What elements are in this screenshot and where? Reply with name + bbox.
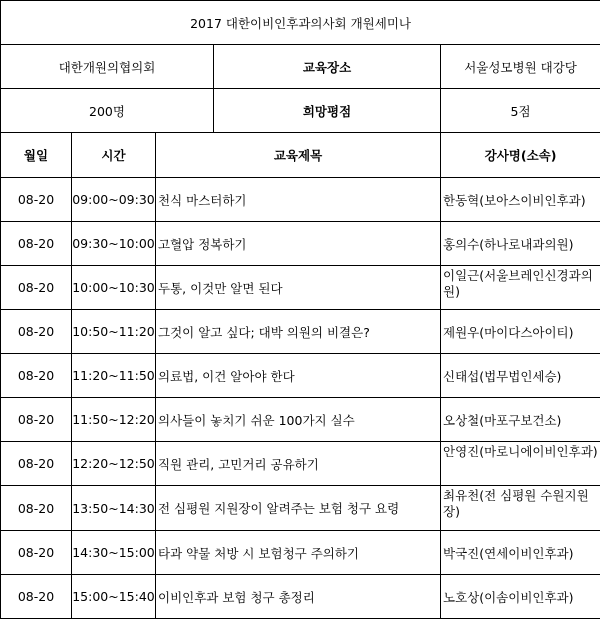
table-row — [1, 442, 600, 486]
row-time: 14:30~15:00 — [72, 531, 156, 575]
row-lecturer: 최유천(전 심평원 수원지원장) — [441, 486, 600, 531]
row-date: 08-20 — [1, 178, 72, 222]
venue-value: 서울성모병원 대강당 — [441, 45, 600, 89]
table-row — [1, 222, 600, 266]
row-time: 09:30~10:00 — [72, 222, 156, 266]
row-date: 08-20 — [1, 354, 72, 398]
row-topic: 고혈압 정복하기 — [156, 222, 441, 266]
row-date: 08-20 — [1, 442, 72, 486]
row-topic: 타과 약물 처방 시 보험청구 주의하기 — [156, 531, 441, 575]
info-row-venue — [1, 45, 600, 89]
header-row — [1, 133, 600, 178]
row-time: 10:00~10:30 — [72, 266, 156, 310]
row-lecturer: 제원우(마이다스아이티) — [441, 310, 600, 354]
venue-label: 교육장소 — [214, 45, 441, 89]
row-time: 13:50~14:30 — [72, 486, 156, 531]
row-topic: 전 심평원 지원장이 알려주는 보험 청구 요령 — [156, 486, 441, 531]
table-row — [1, 354, 600, 398]
row-date: 08-20 — [1, 222, 72, 266]
table-row — [1, 178, 600, 222]
header-time: 시간 — [72, 133, 156, 178]
table-row — [1, 310, 600, 354]
document-title: 2017 대한이비인후과의사회 개원세미나 — [1, 1, 600, 45]
row-date: 08-20 — [1, 531, 72, 575]
table-row — [1, 575, 600, 619]
header-topic: 교육제목 — [156, 133, 441, 178]
row-topic: 직원 관리, 고민거리 공유하기 — [156, 442, 441, 486]
header-lecturer: 강사명(소속) — [441, 133, 600, 178]
table-row — [1, 266, 600, 310]
info-row-points — [1, 89, 600, 133]
row-topic: 두통, 이것만 알면 된다 — [156, 266, 441, 310]
row-time: 15:00~15:40 — [72, 575, 156, 619]
row-topic: 의료법, 이건 알아야 한다 — [156, 354, 441, 398]
row-time: 09:00~09:30 — [72, 178, 156, 222]
table-row — [1, 531, 600, 575]
table-row — [1, 486, 600, 531]
row-lecturer: 홍의수(하나로내과의원) — [441, 222, 600, 266]
row-time: 10:50~11:20 — [72, 310, 156, 354]
row-lecturer: 한동혁(보아스이비인후과) — [441, 178, 600, 222]
row-topic: 그것이 알고 싶다; 대박 의원의 비결은? — [156, 310, 441, 354]
row-date: 08-20 — [1, 575, 72, 619]
row-time: 11:50~12:20 — [72, 398, 156, 442]
row-date: 08-20 — [1, 398, 72, 442]
points-label: 희망평점 — [214, 89, 441, 133]
row-lecturer: 오상철(마포구보건소) — [441, 398, 600, 442]
row-topic: 이비인후과 보험 청구 총정리 — [156, 575, 441, 619]
row-lecturer: 신태섭(법무법인세승) — [441, 354, 600, 398]
row-date: 08-20 — [1, 486, 72, 531]
row-topic: 의사들이 놓치기 쉬운 100가지 실수 — [156, 398, 441, 442]
row-lecturer: 노호상(이솜이비인후과) — [441, 575, 600, 619]
row-time: 11:20~11:50 — [72, 354, 156, 398]
capacity: 200명 — [1, 89, 214, 133]
points-value: 5점 — [441, 89, 600, 133]
title-row — [1, 1, 600, 45]
row-date: 08-20 — [1, 310, 72, 354]
row-lecturer: 안영진(마로니에이비인후과) — [441, 442, 600, 486]
header-date: 월일 — [1, 133, 72, 178]
table-row — [1, 398, 600, 442]
row-time: 12:20~12:50 — [72, 442, 156, 486]
organizer: 대한개원의협의회 — [1, 45, 214, 89]
row-topic: 천식 마스터하기 — [156, 178, 441, 222]
row-date: 08-20 — [1, 266, 72, 310]
row-lecturer: 이일근(서울브레인신경과의원) — [441, 266, 600, 310]
row-lecturer: 박국진(연세이비인후과) — [441, 531, 600, 575]
